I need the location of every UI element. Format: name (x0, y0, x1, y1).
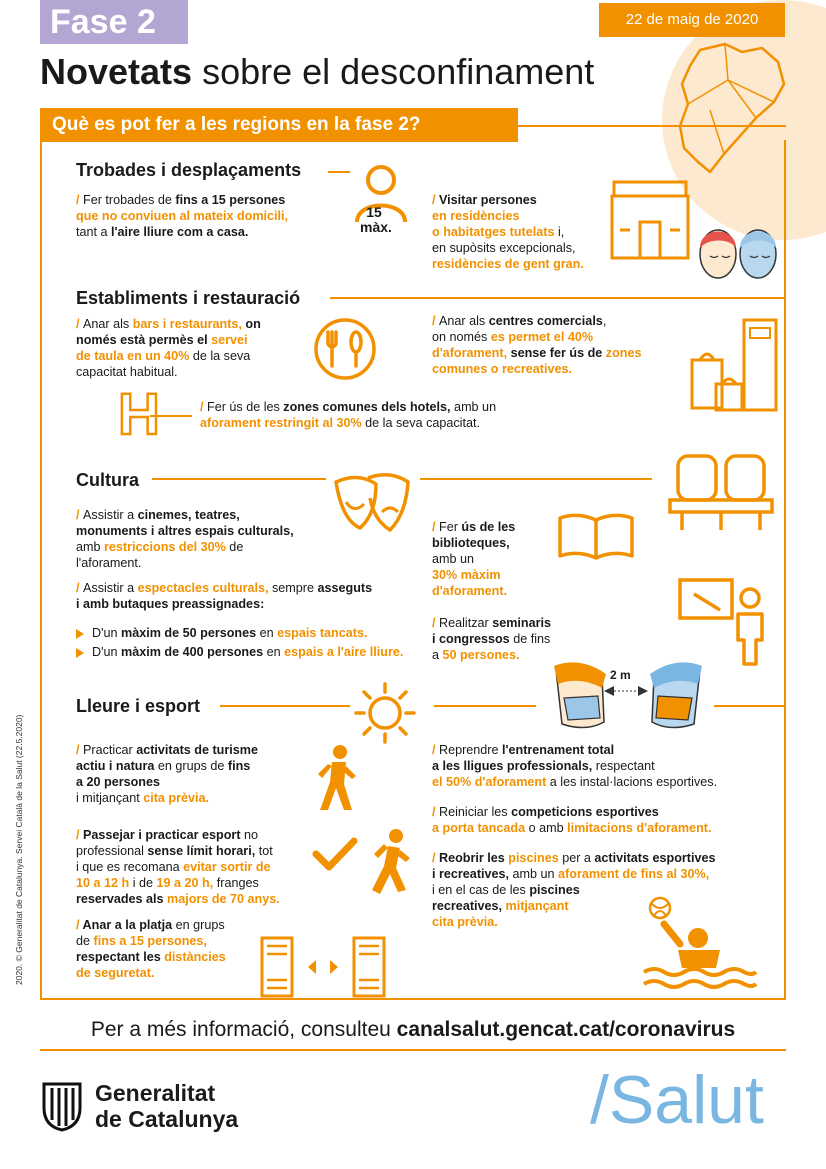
copyright-credit: 2020. © Generalitat de Catalunya. Servei Català de la Salut (22.5.2020) (14, 714, 24, 985)
frame-top-line (518, 125, 786, 127)
distance-arrows-icon (602, 684, 650, 698)
section-line (420, 478, 652, 480)
establiments-item-1: / Anar als bars i restaurants, on només està permès el servei de taula en un 40% de la seva capacitat habitual. (76, 317, 261, 379)
bullet-triangle-icon (76, 629, 84, 639)
title-bold: Novetats (40, 51, 193, 92)
section-title-lleure: Lleure i esport (76, 696, 201, 716)
runner-icon (366, 828, 412, 898)
section-line (220, 705, 350, 707)
lleure-item-3: / Anar a la platja en grups de fins a 15 persones, respectant les distàncies de seguretat. (76, 918, 226, 980)
establiments-item-3: / Fer ús de les zones comunes dels hotels, amb un aforament restringit al 30% de la seva capacitat. (200, 400, 497, 430)
cutlery-plate-icon (312, 316, 378, 382)
establiments-item-2: / Anar als centres comercials, on només es permet el 40% d'aforament, sense fer ús de zones comunes o recreatives. (432, 314, 642, 376)
generalitat-logo-text: Generalitat de Catalunya (95, 1080, 239, 1132)
water-polo-icon (640, 894, 760, 990)
section-line (714, 705, 786, 707)
masked-person-right-icon (644, 662, 710, 732)
generalitat-logo-icon (40, 1080, 84, 1132)
more-info-text: Per a més informació, consulteu canalsalut.gencat.cat/coronavirus (90, 1018, 736, 1041)
lleure-item-5: / Reiniciar les competicions esportives a porta tancada o amb limitacions d'aforament. (432, 805, 712, 835)
more-info-link[interactable]: canalsalut.gencat.cat/coronavirus (396, 1018, 736, 1041)
hotel-icon: H (118, 382, 160, 447)
residence-building-icon (606, 178, 694, 260)
cultura-item-2: / Assistir a espectacles culturals, sempre asseguts i amb butaques preassignades: (76, 581, 373, 611)
open-book-icon (556, 512, 636, 562)
footer-divider (40, 1049, 786, 1051)
section-line (328, 171, 350, 173)
cinema-seats-icon (668, 450, 774, 534)
question-banner: Què es pot fer a les regions en la fase 2? (40, 108, 518, 142)
frame-bottom-line (40, 998, 786, 1000)
section-title-cultura: Cultura (76, 470, 139, 490)
frame-right-line (784, 140, 786, 1000)
cultura-sub-item-1: D'un màxim de 50 persones en espais tancats. (76, 625, 416, 641)
page-title (40, 50, 594, 94)
hiker-icon (312, 744, 360, 814)
checkmark-icon (312, 836, 358, 872)
max-label: màx. (360, 219, 392, 235)
elderly-people-icon (696, 218, 780, 284)
trobades-item-2: / Visitar persones en residències o habitatges tutelats i, en supòsits excepcionals, residències de gent gran. (432, 193, 584, 271)
section-title-trobades: Trobades i desplaçaments (76, 160, 302, 180)
phase-badge: Fase 2 (40, 0, 188, 44)
lleure-item-6: / Reobrir les piscines per a activitats esportives i recreatives, amb un aforament de fins al 30%, i en el cas de les piscines recreatives, mitjançant cita prèvia. (432, 851, 716, 929)
cultura-item-4: / Realitzar seminaris i congressos de fins a 50 persones. (432, 616, 552, 662)
date-badge: 22 de maig de 2020 (599, 3, 785, 37)
section-line (152, 478, 326, 480)
cultura-sub-item-2: D'un màxim de 400 persones en espais a l'aire lliure. (76, 644, 416, 660)
lleure-item-2: / Passejar i practicar esport no professional sense límit horari, tot i que es recomana evitar sortir de 10 a 12 h i de 19 a 20 h, franges reservades als majors de 70 anys. (76, 828, 280, 906)
lleure-item-4: / Reprendre l'entrenament total a les lligues professionals, respectant el 50% d'aforament a les instal·lacions esportives. (432, 743, 718, 789)
max-number: 15 (366, 204, 382, 220)
presentation-teacher-icon (678, 574, 770, 666)
title-rest: sobre el desconfinament (192, 51, 595, 92)
catalonia-map-icon (670, 40, 790, 180)
frame-left-line (40, 140, 42, 1000)
bullet-triangle-icon (76, 648, 84, 658)
sun-icon (352, 680, 418, 746)
shopping-center-icon (686, 316, 782, 412)
section-line (434, 705, 536, 707)
section-title-establiments: Establiments i restauració (76, 288, 301, 308)
trobades-item-1: / Fer trobades de fins a 15 persones que no conviuen al mateix domicili, tant a l'aire lliure com a casa. (76, 193, 289, 239)
beach-towels-icon (258, 936, 388, 998)
cultura-item-1: / Assistir a cinemes, teatres, monuments i altres espais culturals, amb restriccions del 30% de l'aforament. (76, 508, 294, 570)
lleure-item-1: / Practicar activitats de turisme actiu i natura en grups de fins a 20 persones i mitjançant cita prèvia. (76, 743, 258, 805)
distance-label: 2 m (610, 668, 631, 682)
cultura-item-3: / Fer ús de les biblioteques, amb un 30% màxim d'aforament. (432, 520, 516, 598)
section-line (330, 297, 786, 299)
theatre-masks-icon (330, 470, 414, 542)
salut-logo: /Salut (590, 1062, 764, 1138)
